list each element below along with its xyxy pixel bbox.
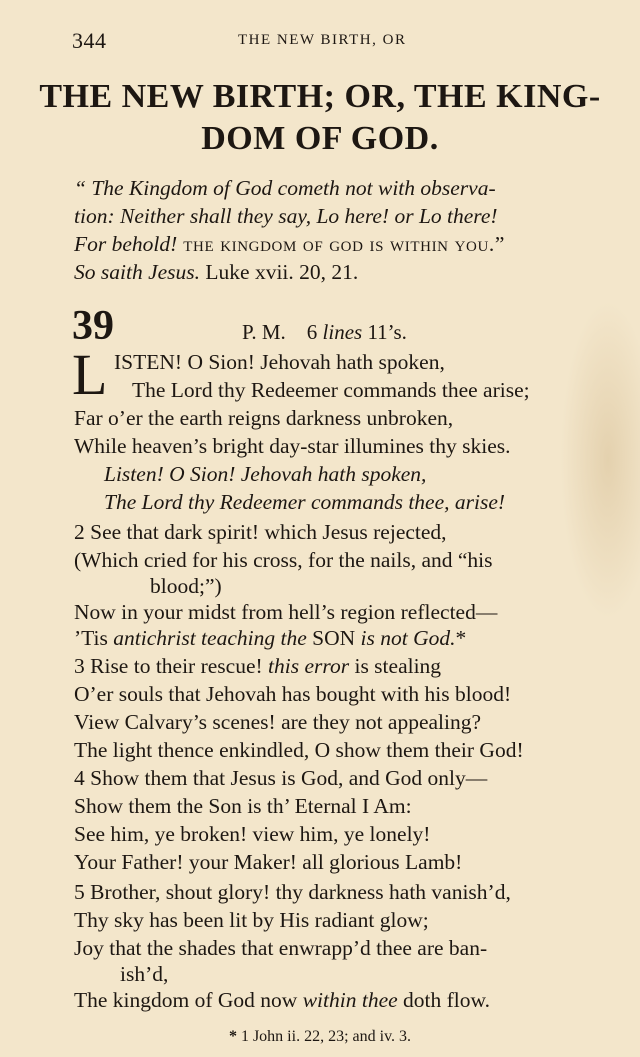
title-line-1: THE NEW BIRTH; OR, THE KING- [39, 78, 601, 115]
verse3-line4: The light thence enkindled, O show them their God! [74, 738, 524, 762]
verse1-line2: The Lord thy Redeemer commands thee arise; [132, 378, 530, 402]
meter-pm: P. M. [242, 320, 286, 344]
v5-l4-part-2: doth flow. [397, 988, 491, 1012]
footnote [0, 1028, 640, 1046]
hymn-meter [242, 320, 407, 345]
verse4-line4: Your Father! your Maker! all glorious Lamb! [74, 850, 463, 874]
meter-lines: lines [322, 320, 363, 344]
epigraph-line-2: tion: Neither shall they say, Lo here! or Lo there! [74, 204, 498, 228]
verse5-line1: 5 Brother, shout glory! thy darkness hath vanish’d, [74, 880, 511, 904]
verse5-line3-cont: ish’d, [120, 962, 169, 986]
verse5-line2: Thy sky has been lit by His radiant glow; [74, 908, 429, 932]
v2-l4-son: SON [306, 626, 361, 650]
epigraph-attribution: So saith Jesus. [74, 260, 201, 284]
page-number: 344 [72, 28, 107, 53]
verse1-line3: Far o’er the earth reigns darkness unbroken, [74, 406, 454, 430]
verse5-line4 [74, 988, 490, 1013]
epigraph-small-caps: the kingdom of god is within you.” [177, 232, 505, 256]
footnote-text: 1 John ii. 22, 23; and iv. 3. [236, 1028, 412, 1045]
refrain-line1: Listen! O Sion! Jehovah hath spoken, [104, 462, 427, 486]
verse4-line2: Show them the Son is th’ Eternal I Am: [74, 794, 412, 818]
footnote-ref: * [455, 626, 467, 650]
epigraph-emphasis: For behold! [74, 232, 178, 256]
meter-count: 6 [306, 320, 318, 344]
epigraph-reference: Luke xvii. 20, 21. [200, 260, 359, 284]
meter-syllables: 11’s. [367, 320, 407, 344]
verse3-line2: O’er souls that Jehovah has bought with his blood! [74, 682, 512, 706]
paper-stain [560, 300, 640, 620]
running-head: THE NEW BIRTH, OR [238, 32, 407, 48]
v2-l4-italic-2: is not God. [360, 626, 456, 650]
verse4-line1: 4 Show them that Jesus is God, and God only— [74, 766, 488, 790]
v3-l1-part: 3 Rise to their rescue! [74, 654, 269, 678]
v2-l4-part: ’Tis [74, 626, 114, 650]
epigraph-line-4 [74, 260, 358, 285]
epigraph-line-3 [74, 232, 505, 257]
v3-l1-part-2: is stealing [349, 654, 442, 678]
drop-cap: L [72, 342, 108, 407]
verse3-line1 [74, 654, 441, 679]
hymn-number: 39 [72, 303, 114, 349]
refrain-line2: The Lord thy Redeemer commands thee, arise! [104, 490, 506, 514]
verse5-line3: Joy that the shades that enwrapp’d thee are ban- [74, 936, 488, 960]
footnote-mark: * [228, 1028, 237, 1045]
verse2-line4 [74, 626, 466, 651]
title-line-2: DOM OF GOD. [201, 120, 439, 157]
verse4-line3: See him, ye broken! view him, ye lonely! [74, 822, 431, 846]
verse1-line1: ISTEN! O Sion! Jehovah hath spoken, [114, 350, 445, 374]
verse2-line1: 2 See that dark spirit! which Jesus rejected, [74, 520, 447, 544]
v5-l4-part: The kingdom of God now [74, 988, 303, 1012]
verse2-line2-cont: blood;”) [150, 574, 222, 598]
verse1-line4: While heaven’s bright day-star illumines thy skies. [74, 434, 511, 458]
v5-l4-italic: within thee [302, 988, 398, 1012]
v3-l1-italic: this error [268, 654, 350, 678]
epigraph-line-1: “ The Kingdom of God cometh not with observa- [74, 176, 496, 200]
verse2-line2: (Which cried for his cross, for the nails, and “his [74, 548, 493, 572]
v2-l4-italic: antichrist teaching the [113, 626, 307, 650]
verse2-line3: Now in your midst from hell’s region reflected— [74, 600, 498, 624]
verse3-line3: View Calvary’s scenes! are they not appealing? [74, 710, 482, 734]
